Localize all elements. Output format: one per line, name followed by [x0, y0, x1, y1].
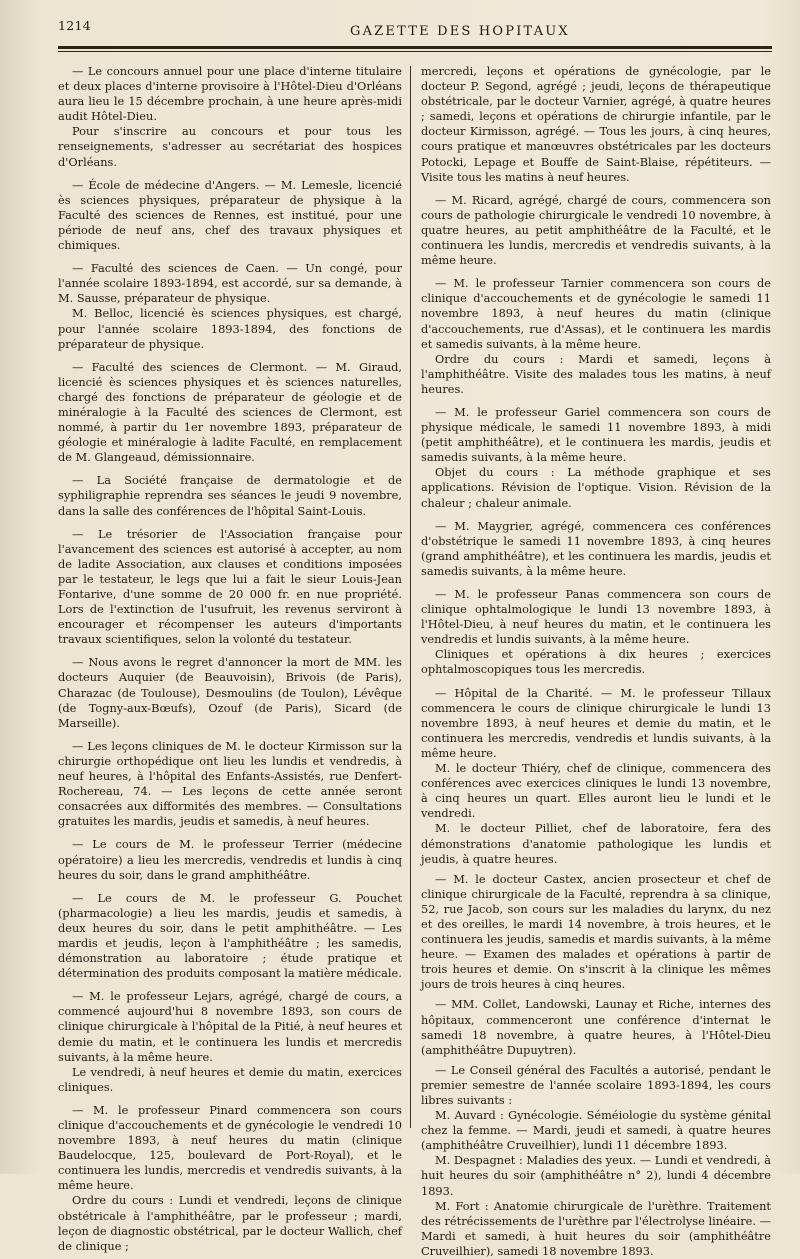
right-column — [411, 64, 771, 1258]
paragraph: — École de médecine d'Angers. — M. Lemesle, licencié ès sciences physiques, préparateur de physique à la Faculté des sciences de Rennes, est institué, pour une période de neuf ans, chef des travaux physiques et chimiques. — [58, 177, 402, 253]
paragraph: M. le docteur Thiéry, chef de clinique, commencera des conférences avec exercices cliniques le lundi 13 novembre, à cinq heures un quart. Elles auront lieu le lundi et le vendredi. — [421, 761, 771, 821]
paragraph: mercredi, leçons et opérations de gynécologie, par le docteur P. Segond, agrégé ; jeudi, leçons de thérapeutique obstétricale, par le docteur Varnier, agrégé, à quatre heures ; samedi, leçons et opérations de chirurgie infantile, par le docteur Kirmisson, agrégé. — Tous les jours, à cinq heures, cours pratique et manœuvres obstétricales par les docteurs Potocki, Lepage et Bouffe de Saint-Blaise, répétiteurs. — Visite tous les matins à neuf heures. — [421, 64, 771, 184]
paragraph: — La Société française de dermatologie et de syphiligraphie reprendra ses séances le jeudi 9 novembre, dans la salle des conférences de l'hôpital Saint-Louis. — [58, 473, 402, 518]
paragraph: M. le docteur Pilliet, chef de laboratoire, fera des démonstrations d'anatomie pathologique les lundis et jeudis, à quatre heures. — [421, 821, 771, 866]
paragraph: — M. le professeur Lejars, agrégé, chargé de cours, a commencé aujourd'hui 8 novembre 1893, son cours de clinique chirurgicale à l'hôpital de la Pitié, à neuf heures et demie du matin, et le continuera les lundis et mercredis suivants, à la même heure. — [58, 989, 402, 1064]
paragraph: — Faculté des sciences de Clermont. — M. Giraud, licencié ès sciences physiques et ès sciences naturelles, chargé des fonctions de préparateur de géologie et de minéralogie à la Faculté des sciences de Clermont, est nommé, à partir du 1er novembre 1893, préparateur de géologie et minéralogie à ladite Faculté, en remplacement de M. Glangeaud, démissionnaire. — [58, 359, 402, 465]
paragraph: — M. le professeur Gariel commencera son cours de physique médicale, le samedi 11 novembre 1893, à midi (petit amphithéâtre), et le continuera les mardis, jeudis et samedis suivants, à la même heure. — [421, 404, 771, 465]
paragraph: — Hôpital de la Charité. — M. le professeur Tillaux commencera le cours de clinique chirurgicale le lundi 13 novembre 1893, à neuf heures et demie du matin, et le continuera les mercredis, vendredis et lundis suivants, à la même heure. — [421, 685, 771, 760]
paragraph: — M. le professeur Tarnier commencera son cours de clinique d'accouchements et de gynécologie le samedi 11 novembre 1893, à neuf heures du matin (clinique d'accouchements, rue d'Assas), et le continuera les mardis et samedis suivants, à la même heure. — [421, 276, 771, 351]
paragraph: — Les leçons cliniques de M. le docteur Kirmisson sur la chirurgie orthopédique ont lieu les lundis et vendredis, à neuf heures, à l'hôpital des Enfants-Assistés, rue Denfert-Rochereau, 74. — Les leçons de cette année seront consacrées aux difformités des membres. — Consultations gratuites les mardis, jeudis et samedis, à neuf heures. — [58, 738, 402, 829]
paragraph: M. Auvard : Gynécologie. Séméiologie du système génital chez la femme. — Mardi, jeudi et samedi, à quatre heures (amphithéâtre Cruveilhier), lundi 11 décembre 1893. — [421, 1108, 771, 1153]
paragraph: — M. le docteur Castex, ancien prosecteur et chef de clinique chirurgicale de la Faculté, reprendra à sa clinique, 52, rue Jacob, son cours sur les maladies du larynx, du nez et des oreilles, le mardi 14 novembre, à trois heures, et le continuera les jeudis, samedis et mardis suivants, à la même heure. — Examen des malades et opérations à partir de trois heures et demie. On s'inscrit à la clinique les mêmes jours de trois heures à cinq heures. — [421, 871, 771, 992]
text-columns — [58, 64, 772, 1258]
header-rule-thin — [58, 51, 772, 52]
paragraph: — Le Conseil général des Facultés a autorisé, pendant le premier semestre de l'année scolaire 1893-1894, les cours libres suivants : — [421, 1062, 771, 1107]
header-rule-thick — [58, 46, 772, 49]
paragraph: M. Despagnet : Maladies des yeux. — Lundi et vendredi, à huit heures du soir (amphithéâtre n° 2), lundi 4 décembre 1893. — [421, 1153, 771, 1198]
page-header — [58, 18, 772, 40]
paragraph: M. Fort : Anatomie chirurgicale de l'urèthre. Traitement des rétrécissements de l'urèthre par l'électrolyse linéaire. — Mardi et samedi, à huit heures du soir (amphithéâtre Cruveilhier), samedi 18 novembre 1893. — [421, 1198, 771, 1258]
paragraph: — Le cours de M. le professeur Terrier (médecine opératoire) a lieu les mercredis, vendredis et lundis à cinq heures du soir, dans le grand amphithéâtre. — [58, 837, 402, 882]
paragraph: Pour s'inscrire au concours et pour tous les renseignements, s'adresser au secrétariat des hospices d'Orléans. — [58, 124, 402, 169]
paragraph: — Nous avons le regret d'annoncer la mort de MM. les docteurs Auquier (de Beauvoisin), Brivois (de Paris), Charazac (de Toulouse), Desmoulins (de Toulon), Lévêque (de Togny-aux-Bœufs), Ozouf (de Paris), Sicard (de Marseille). — [58, 655, 402, 730]
paragraph: — M. le professeur Panas commencera son cours de clinique ophtalmologique le lundi 13 novembre 1893, à l'Hôtel-Dieu, à neuf heures du matin, et le continuera les vendredis et lundis suivants, à la même heure. — [421, 587, 771, 647]
journal-title: GAZETTE DES HOPITAUX — [350, 24, 570, 39]
paragraph: — MM. Collet, Landowski, Launay et Riche, internes des hôpitaux, commenceront une conférence d'internat le samedi 18 novembre, à quatre heures, à l'Hôtel-Dieu (amphithéâtre Dupuytren). — [421, 997, 771, 1057]
paragraph: — M. Ricard, agrégé, chargé de cours, commencera son cours de pathologie chirurgicale le vendredi 10 novembre, à quatre heures, au petit amphithéâtre de la Faculté, et le continuera les lundis, mercredis et vendredis suivants, à la même heure. — [421, 192, 771, 268]
paragraph: — Le cours de M. le professeur G. Pouchet (pharmacologie) a lieu les mardis, jeudis et samedis, à deux heures du soir, dans le petit amphithéâtre. — Les mardis et jeudis, leçon à l'amphithéâtre ; les samedis, démonstration au laboratoire ; étude pratique et détermination des produits composant la matière médicale. — [58, 890, 402, 981]
paragraph: Objet du cours : La méthode graphique et ses applications. Révision de l'optique. Vision. Révision de la chaleur ; chaleur animale. — [421, 465, 771, 510]
paragraph: — Le trésorier de l'Association française pour l'avancement des sciences est autorisé à accepter, au nom de ladite Association, aux clauses et conditions imposées par le testateur, le legs que lui a fait le sieur Louis-Jean Fontarive, d'une somme de 20 000 fr. en nue propriété. Lors de l'extinction de l'usufruit, les revenus serviront à encourager et récompenser les auteurs d'importants travaux scientifiques, selon la volonté du testateur. — [58, 526, 402, 647]
paragraph: M. Belloc, licencié ès sciences physiques, est chargé, pour l'année scolaire 1893-1894, des fonctions de préparateur de physique. — [58, 306, 402, 351]
paragraph: — M. Maygrier, agrégé, commencera ces conférences d'obstétrique le samedi 11 novembre 1893, à cinq heures (grand amphithéâtre), et les continuera les mardis, jeudis et samedis suivants, à la même heure. — [421, 518, 771, 578]
paragraph: Le vendredi, à neuf heures et demie du matin, exercices cliniques. — [58, 1064, 402, 1094]
paragraph: — Le concours annuel pour une place d'interne titulaire et deux places d'interne provisoire à l'Hôtel-Dieu d'Orléans aura lieu le 15 décembre prochain, à une heure après-midi audit Hôtel-Dieu. — [58, 64, 402, 124]
paragraph: — Faculté des sciences de Caen. — Un congé, pour l'année scolaire 1893-1894, est accordé, sur sa demande, à M. Sausse, préparateur de physique. — [58, 261, 402, 306]
paragraph: Ordre du cours : Lundi et vendredi, leçons de clinique obstétricale à l'amphithéâtre, par le professeur ; mardi, leçon de diagnostic obstétrical, par le docteur Wallich, chef de clinique ; — [58, 1193, 402, 1253]
paragraph: Ordre du cours : Mardi et samedi, leçons à l'amphithéâtre. Visite des malades tous les matins, à neuf heures. — [421, 351, 771, 396]
left-column — [58, 64, 410, 1253]
paragraph: Cliniques et opérations à dix heures ; exercices ophtalmoscopiques tous les mercredis. — [421, 647, 771, 677]
page-number: 1214 — [58, 18, 92, 33]
paragraph: — M. le professeur Pinard commencera son cours clinique d'accouchements et de gynécologie le vendredi 10 novembre 1893, à neuf heures du matin (clinique Baudelocque, 125, boulevard de Port-Royal), et le continuera les lundis, mercredis et vendredis suivants, à la même heure. — [58, 1102, 402, 1193]
